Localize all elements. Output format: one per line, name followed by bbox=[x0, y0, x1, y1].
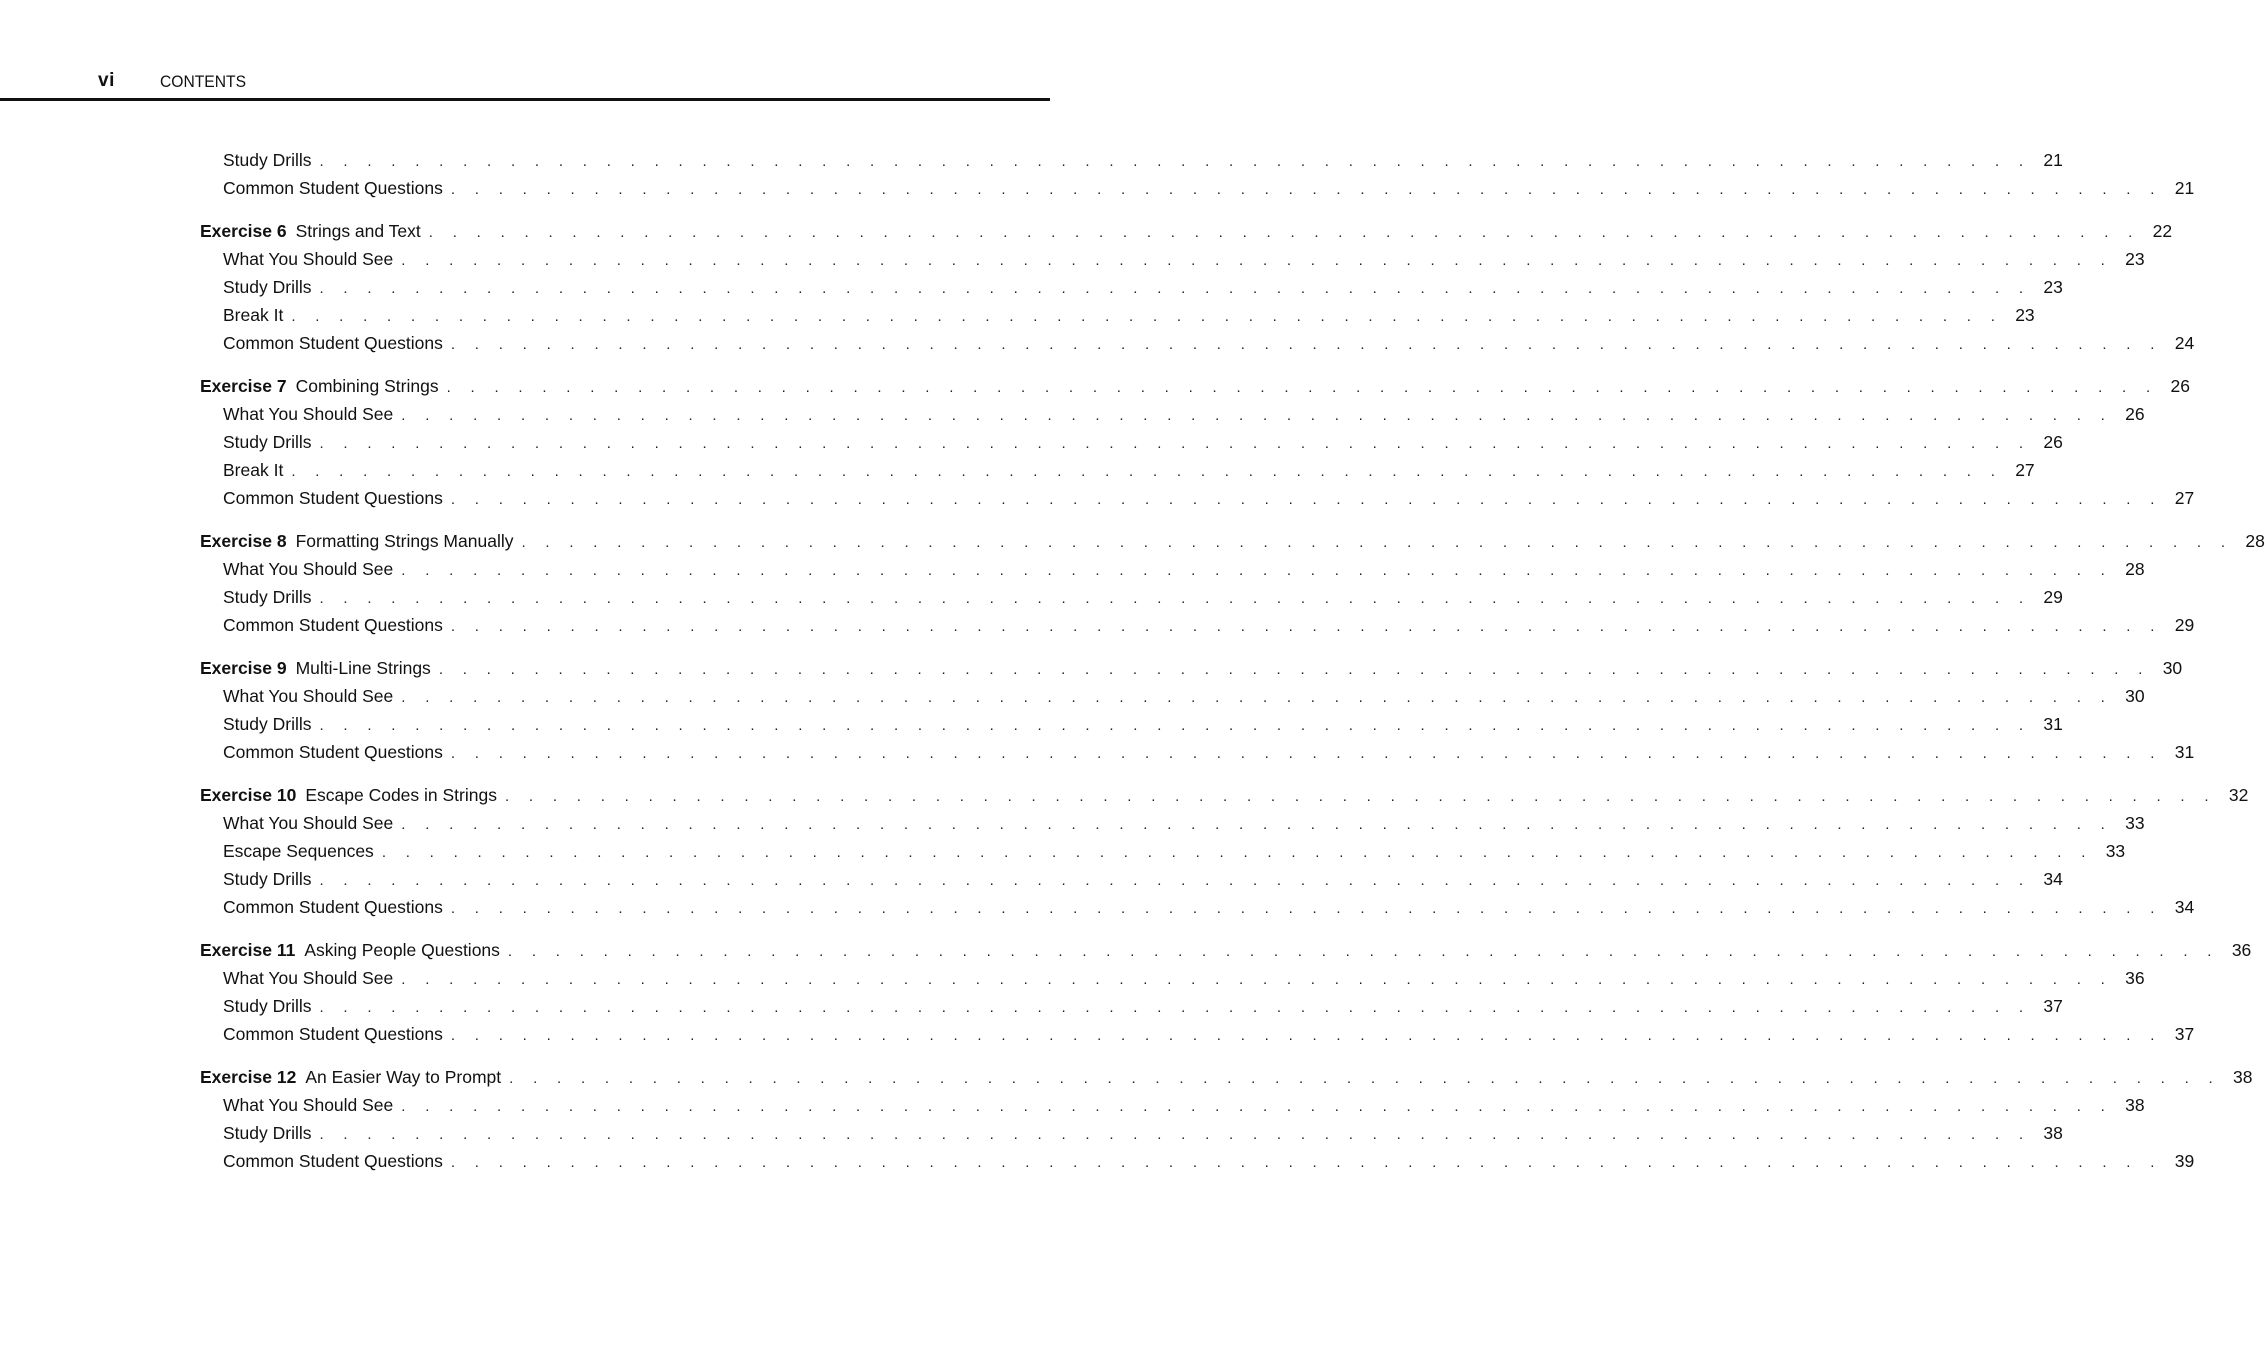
toc-entry-label: Break It bbox=[223, 305, 284, 325]
toc-exercise-9[interactable] bbox=[200, 654, 2183, 682]
toc-page-number: 24 bbox=[2174, 333, 2195, 353]
dot-leader: . . . . . . . . . . . . . . . . . . . . . . . . . . . . . . . . . . . . . . . . . . . . . . . . . . . . . . . . . . . . . . . . . . . . . . . . bbox=[401, 1098, 2113, 1115]
toc-entry-label: Common Student Questions bbox=[223, 897, 443, 917]
dot-leader: . . . . . . . . . . . . . . . . . . . . . . . . . . . . . . . . . . . . . . . . . . . . . . . . . . . . . . . . . . . . . . . . . . . . . . . . bbox=[291, 308, 2003, 325]
toc-entry-label: Common Student Questions bbox=[223, 488, 443, 508]
exercise-number: Exercise 6 bbox=[200, 221, 287, 241]
dot-leader: . . . . . . . . . . . . . . . . . . . . . . . . . . . . . . . . . . . . . . . . . . . . . . . . . . . . . . . . . . . . . . . . . . . . . . . . bbox=[319, 280, 2031, 297]
dot-leader: . . . . . . . . . . . . . . . . . . . . . . . . . . . . . . . . . . . . . . . . . . . . . . . . . . . . . . . . . . . . . . . . . . . . . . . . bbox=[507, 943, 2220, 960]
toc-entry[interactable] bbox=[200, 1091, 2145, 1119]
dot-leader: . . . . . . . . . . . . . . . . . . . . . . . . . . . . . . . . . . . . . . . . . . . . . . . . . . . . . . . . . . . . . . . . . . . . . . . . bbox=[450, 745, 2163, 762]
exercise-title: Combining Strings bbox=[295, 376, 439, 396]
dot-leader: . . . . . . . . . . . . . . . . . . . . . . . . . . . . . . . . . . . . . . . . . . . . . . . . . . . . . . . . . . . . . . . . . . . . . . . . bbox=[319, 999, 2031, 1016]
toc-page-number: 30 bbox=[2162, 658, 2183, 678]
dot-leader: . . . . . . . . . . . . . . . . . . . . . . . . . . . . . . . . . . . . . . . . . . . . . . . . . . . . . . . . . . . . . . . . . . . . . . . . bbox=[509, 1070, 2221, 1087]
toc-page-number: 28 bbox=[2125, 559, 2145, 579]
toc-entry-label: Study Drills bbox=[223, 277, 312, 297]
exercise-number: Exercise 10 bbox=[200, 785, 297, 805]
toc-page-number: 23 bbox=[2125, 249, 2145, 269]
toc-entry[interactable] bbox=[200, 682, 2145, 710]
toc-page-number: 28 bbox=[2245, 531, 2265, 551]
toc-page-number: 38 bbox=[2125, 1095, 2145, 1115]
table-of-contents bbox=[200, 146, 2265, 1175]
toc-page-number: 33 bbox=[2125, 813, 2145, 833]
dot-leader: . . . . . . . . . . . . . . . . . . . . . . . . . . . . . . . . . . . . . . . . . . . . . . . . . . . . . . . . . . . . . . . . . . . . . . . . bbox=[401, 252, 2113, 269]
dot-leader: . . . . . . . . . . . . . . . . . . . . . . . . . . . . . . . . . . . . . . . . . . . . . . . . . . . . . . . . . . . . . . . . . . . . . . . . bbox=[319, 590, 2031, 607]
dot-leader: . . . . . . . . . . . . . . . . . . . . . . . . . . . . . . . . . . . . . . . . . . . . . . . . . . . . . . . . . . . . . . . . . . . . . . . . bbox=[401, 689, 2113, 706]
toc-exercise-label bbox=[200, 654, 439, 682]
toc-entry[interactable] bbox=[200, 893, 2195, 921]
toc-entry[interactable] bbox=[200, 1147, 2195, 1175]
toc-entry-label: Common Student Questions bbox=[223, 333, 443, 353]
dot-leader: . . . . . . . . . . . . . . . . . . . . . . . . . . . . . . . . . . . . . . . . . . . . . . . . . . . . . . . . . . . . . . . . . . . . . . . . bbox=[381, 844, 2094, 861]
toc-entry-label: Study Drills bbox=[223, 150, 312, 170]
toc-page-number: 30 bbox=[2125, 686, 2145, 706]
toc-entry[interactable] bbox=[200, 964, 2145, 992]
toc-page-number: 37 bbox=[2174, 1024, 2195, 1044]
toc-page-number: 33 bbox=[2105, 841, 2126, 861]
toc-exercise-6[interactable] bbox=[200, 217, 2173, 245]
dot-leader: . . . . . . . . . . . . . . . . . . . . . . . . . . . . . . . . . . . . . . . . . . . . . . . . . . . . . . . . . . . . . . . . . . . . . . . . bbox=[450, 900, 2163, 917]
dot-leader: . . . . . . . . . . . . . . . . . . . . . . . . . . . . . . . . . . . . . . . . . . . . . . . . . . . . . . . . . . . . . . . . . . . . . . . . bbox=[401, 971, 2113, 988]
toc-entry[interactable] bbox=[200, 329, 2195, 357]
toc-entry[interactable] bbox=[200, 400, 2145, 428]
page-folio: vi bbox=[98, 70, 115, 91]
toc-exercise-10[interactable] bbox=[200, 781, 2249, 809]
running-head bbox=[0, 0, 1050, 101]
toc-entry-label: Study Drills bbox=[223, 587, 312, 607]
exercise-number: Exercise 9 bbox=[200, 658, 287, 678]
toc-entry-label: What You Should See bbox=[223, 249, 394, 269]
toc-entry[interactable] bbox=[200, 865, 2063, 893]
dot-leader: . . . . . . . . . . . . . . . . . . . . . . . . . . . . . . . . . . . . . . . . . . . . . . . . . . . . . . . . . . . . . . . . . . . . . . . . bbox=[319, 717, 2031, 734]
toc-page-number: 34 bbox=[2043, 869, 2063, 889]
dot-leader: . . . . . . . . . . . . . . . . . . . . . . . . . . . . . . . . . . . . . . . . . . . . . . . . . . . . . . . . . . . . . . . . . . . . . . . . bbox=[428, 224, 2141, 241]
toc-entry-label: Common Student Questions bbox=[223, 1151, 443, 1171]
toc-entry[interactable] bbox=[200, 837, 2126, 865]
dot-leader: . . . . . . . . . . . . . . . . . . . . . . . . . . . . . . . . . . . . . . . . . . . . . . . . . . . . . . . . . . . . . . . . . . . . . . . . bbox=[291, 463, 2003, 480]
toc-entry[interactable] bbox=[200, 738, 2195, 766]
toc-page-number: 32 bbox=[2228, 785, 2249, 805]
exercise-number: Exercise 12 bbox=[200, 1067, 297, 1087]
toc-page-number: 27 bbox=[2174, 488, 2195, 508]
dot-leader: . . . . . . . . . . . . . . . . . . . . . . . . . . . . . . . . . . . . . . . . . . . . . . . . . . . . . . . . . . . . . . . . . . . . . . . . bbox=[450, 181, 2163, 198]
toc-entry[interactable] bbox=[200, 1119, 2063, 1147]
toc-exercise-7[interactable] bbox=[200, 372, 2190, 400]
toc-entry[interactable] bbox=[200, 992, 2063, 1020]
exercise-title: Strings and Text bbox=[295, 221, 421, 241]
toc-exercise-label bbox=[200, 217, 429, 245]
toc-entry-label: What You Should See bbox=[223, 559, 394, 579]
dot-leader: . . . . . . . . . . . . . . . . . . . . . . . . . . . . . . . . . . . . . . . . . . . . . . . . . . . . . . . . . . . . . . . . . . . . . . . . bbox=[401, 816, 2113, 833]
toc-page-number: 29 bbox=[2174, 615, 2195, 635]
exercise-number: Exercise 11 bbox=[200, 940, 296, 960]
dot-leader: . . . . . . . . . . . . . . . . . . . . . . . . . . . . . . . . . . . . . . . . . . . . . . . . . . . . . . . . . . . . . . . . . . . . . . . . bbox=[450, 618, 2163, 635]
toc-exercise-8[interactable] bbox=[200, 527, 2265, 555]
toc-entry-label: Common Student Questions bbox=[223, 742, 443, 762]
dot-leader: . . . . . . . . . . . . . . . . . . . . . . . . . . . . . . . . . . . . . . . . . . . . . . . . . . . . . . . . . . . . . . . . . . . . . . . . bbox=[450, 336, 2163, 353]
dot-leader: . . . . . . . . . . . . . . . . . . . . . . . . . . . . . . . . . . . . . . . . . . . . . . . . . . . . . . . . . . . . . . . . . . . . . . . . bbox=[319, 435, 2031, 452]
toc-entry[interactable] bbox=[200, 809, 2145, 837]
toc-entry[interactable] bbox=[200, 273, 2063, 301]
exercise-title: Formatting Strings Manually bbox=[295, 531, 514, 551]
toc-entry-label: Common Student Questions bbox=[223, 1024, 443, 1044]
toc-entry[interactable] bbox=[200, 1020, 2195, 1048]
toc-page-number: 21 bbox=[2174, 178, 2195, 198]
toc-entry[interactable] bbox=[200, 174, 2195, 202]
toc-entry-label: What You Should See bbox=[223, 968, 394, 988]
toc-entry-label: What You Should See bbox=[223, 1095, 394, 1115]
toc-page-number: 36 bbox=[2125, 968, 2145, 988]
toc-entry[interactable] bbox=[200, 428, 2063, 456]
toc-entry-label: Escape Sequences bbox=[223, 841, 374, 861]
toc-entry[interactable] bbox=[200, 583, 2063, 611]
toc-page-number: 26 bbox=[2043, 432, 2063, 452]
toc-page-number: 36 bbox=[2231, 940, 2252, 960]
toc-entry-label: What You Should See bbox=[223, 404, 394, 424]
toc-entry[interactable] bbox=[200, 146, 2063, 174]
dot-leader: . . . . . . . . . . . . . . . . . . . . . . . . . . . . . . . . . . . . . . . . . . . . . . . . . . . . . . . . . . . . . . . . . . . . . . . . bbox=[319, 153, 2031, 170]
toc-page-number: 39 bbox=[2174, 1151, 2195, 1171]
toc-entry-label: Study Drills bbox=[223, 714, 312, 734]
dot-leader: . . . . . . . . . . . . . . . . . . . . . . . . . . . . . . . . . . . . . . . . . . . . . . . . . . . . . . . . . . . . . . . . . . . . . . . . bbox=[450, 491, 2163, 508]
toc-page-number: 34 bbox=[2174, 897, 2195, 917]
dot-leader: . . . . . . . . . . . . . . . . . . . . . . . . . . . . . . . . . . . . . . . . . . . . . . . . . . . . . . . . . . . . . . . . . . . . . . . . bbox=[319, 1126, 2031, 1143]
toc-page-number: 31 bbox=[2043, 714, 2063, 734]
toc-page-number: 23 bbox=[2043, 277, 2063, 297]
toc-page-number: 27 bbox=[2015, 460, 2035, 480]
toc-page-number: 37 bbox=[2043, 996, 2063, 1016]
toc-entry[interactable] bbox=[200, 456, 2035, 484]
dot-leader: . . . . . . . . . . . . . . . . . . . . . . . . . . . . . . . . . . . . . . . . . . . . . . . . . . . . . . . . . . . . . . . . . . . . . . . . bbox=[450, 1027, 2163, 1044]
toc-page-number: 38 bbox=[2043, 1123, 2063, 1143]
exercise-title: Multi-Line Strings bbox=[295, 658, 431, 678]
toc-exercise-label bbox=[200, 527, 521, 555]
dot-leader: . . . . . . . . . . . . . . . . . . . . . . . . . . . . . . . . . . . . . . . . . . . . . . . . . . . . . . . . . . . . . . . . . . . . . . . . bbox=[446, 379, 2158, 396]
toc-entry-label: What You Should See bbox=[223, 686, 394, 706]
toc-page-number: 22 bbox=[2152, 221, 2173, 241]
toc-exercise-label bbox=[200, 781, 505, 809]
dot-leader: . . . . . . . . . . . . . . . . . . . . . . . . . . . . . . . . . . . . . . . . . . . . . . . . . . . . . . . . . . . . . . . . . . . . . . . . bbox=[438, 661, 2151, 678]
toc-entry[interactable] bbox=[200, 245, 2145, 273]
toc-entry-label: What You Should See bbox=[223, 813, 394, 833]
toc-entry-label: Common Student Questions bbox=[223, 178, 443, 198]
toc-page-number: 21 bbox=[2043, 150, 2063, 170]
toc-exercise-label bbox=[200, 1063, 509, 1091]
exercise-title: Asking People Questions bbox=[304, 940, 500, 960]
toc-exercise-label bbox=[200, 936, 508, 964]
toc-entry-label: Study Drills bbox=[223, 432, 312, 452]
toc-entry[interactable] bbox=[200, 710, 2063, 738]
toc-page-number: 23 bbox=[2015, 305, 2035, 325]
toc-page-number: 26 bbox=[2170, 376, 2190, 396]
toc-entry[interactable] bbox=[200, 555, 2145, 583]
toc-entry[interactable] bbox=[200, 301, 2035, 329]
exercise-number: Exercise 7 bbox=[200, 376, 287, 396]
dot-leader: . . . . . . . . . . . . . . . . . . . . . . . . . . . . . . . . . . . . . . . . . . . . . . . . . . . . . . . . . . . . . . . . . . . . . . . . bbox=[401, 562, 2113, 579]
dot-leader: . . . . . . . . . . . . . . . . . . . . . . . . . . . . . . . . . . . . . . . . . . . . . . . . . . . . . . . . . . . . . . . . . . . . . . . . bbox=[450, 1154, 2163, 1171]
toc-entry-label: Study Drills bbox=[223, 869, 312, 889]
toc-entry-label: Break It bbox=[223, 460, 284, 480]
toc-exercise-11[interactable] bbox=[200, 936, 2252, 964]
toc-exercise-label bbox=[200, 372, 447, 400]
dot-leader: . . . . . . . . . . . . . . . . . . . . . . . . . . . . . . . . . . . . . . . . . . . . . . . . . . . . . . . . . . . . . . . . . . . . . . . . bbox=[521, 534, 2233, 551]
dot-leader: . . . . . . . . . . . . . . . . . . . . . . . . . . . . . . . . . . . . . . . . . . . . . . . . . . . . . . . . . . . . . . . . . . . . . . . . bbox=[401, 407, 2113, 424]
dot-leader: . . . . . . . . . . . . . . . . . . . . . . . . . . . . . . . . . . . . . . . . . . . . . . . . . . . . . . . . . . . . . . . . . . . . . . . . bbox=[319, 872, 2031, 889]
toc-page-number: 38 bbox=[2233, 1067, 2253, 1087]
toc-page-number: 26 bbox=[2125, 404, 2145, 424]
toc-exercise-12[interactable] bbox=[200, 1063, 2253, 1091]
exercise-title: Escape Codes in Strings bbox=[305, 785, 497, 805]
toc-entry-label: Study Drills bbox=[223, 1123, 312, 1143]
running-head-title: CONTENTS bbox=[160, 72, 247, 91]
toc-entry[interactable] bbox=[200, 611, 2195, 639]
exercise-title: An Easier Way to Prompt bbox=[305, 1067, 502, 1087]
toc-entry-label: Common Student Questions bbox=[223, 615, 443, 635]
toc-page-number: 31 bbox=[2174, 742, 2195, 762]
exercise-number: Exercise 8 bbox=[200, 531, 287, 551]
dot-leader: . . . . . . . . . . . . . . . . . . . . . . . . . . . . . . . . . . . . . . . . . . . . . . . . . . . . . . . . . . . . . . . . . . . . . . . . bbox=[504, 788, 2217, 805]
toc-page-number: 29 bbox=[2043, 587, 2063, 607]
toc-entry[interactable] bbox=[200, 484, 2195, 512]
toc-entry-label: Study Drills bbox=[223, 996, 312, 1016]
